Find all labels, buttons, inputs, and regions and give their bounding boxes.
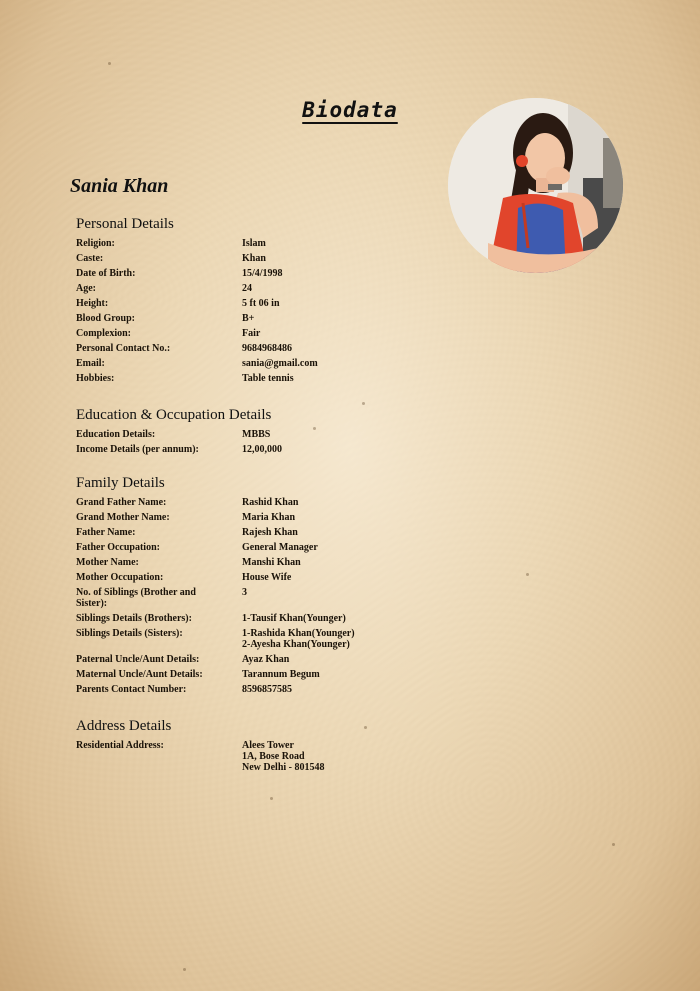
detail-label: Siblings Details (Brothers): [76, 613, 192, 624]
detail-value-line: 1A, Bose Road [242, 751, 305, 762]
detail-label: Height: [76, 298, 109, 309]
detail-row-mother-occupation [76, 570, 496, 585]
detail-row-maternal-uncle-aunt [76, 667, 496, 682]
section-heading: Personal Details [76, 216, 174, 232]
detail-row-education [76, 427, 496, 442]
detail-label: No. of Siblings (Brother and Sister): [76, 587, 196, 609]
detail-value: sania@gmail.com [242, 358, 318, 369]
detail-row-sisters [76, 626, 496, 652]
section-education-occupation [76, 406, 496, 457]
detail-row-age [76, 281, 496, 296]
detail-label: Mother Name: [76, 557, 139, 568]
section-family-details [76, 474, 496, 697]
detail-value: MBBS [242, 429, 271, 440]
paper-speck [108, 62, 111, 65]
detail-label: Caste: [76, 253, 104, 264]
detail-value: 9684968486 [242, 343, 292, 354]
detail-row-caste [76, 251, 496, 266]
detail-label: Parents Contact Number: [76, 684, 187, 695]
detail-label: Mother Occupation: [76, 572, 164, 583]
detail-value: Table tennis [242, 373, 294, 384]
detail-value: 1-Tausif Khan(Younger) [242, 613, 346, 624]
detail-row-hobbies [76, 371, 496, 386]
detail-value: General Manager [242, 542, 318, 553]
detail-row-email [76, 356, 496, 371]
detail-row-grand-mother [76, 510, 496, 525]
detail-value-line: Alees Tower [242, 740, 294, 751]
detail-row-mother-name [76, 555, 496, 570]
detail-value: B+ [242, 313, 255, 324]
detail-value-line: New Delhi - 801548 [242, 762, 325, 773]
paper-speck [183, 968, 186, 971]
detail-value: 12,00,000 [242, 444, 282, 455]
detail-label: Father Name: [76, 527, 136, 538]
detail-row-personal-contact [76, 341, 496, 356]
detail-value-line: 2-Ayesha Khan(Younger) [242, 639, 350, 650]
detail-label: Complexion: [76, 328, 131, 339]
detail-value: 15/4/1998 [242, 268, 283, 279]
detail-label: Hobbies: [76, 373, 115, 384]
detail-row-income [76, 442, 496, 457]
detail-value [242, 626, 496, 652]
detail-label: Age: [76, 283, 96, 294]
detail-row-blood-group [76, 311, 496, 326]
section-heading: Family Details [76, 475, 165, 491]
detail-row-parents-contact [76, 682, 496, 697]
detail-label: Date of Birth: [76, 268, 136, 279]
detail-value: Maria Khan [242, 512, 296, 523]
detail-label: Paternal Uncle/Aunt Details: [76, 654, 200, 665]
detail-label: Father Occupation: [76, 542, 160, 553]
detail-row-father-occupation [76, 540, 496, 555]
paper-speck [362, 402, 365, 405]
detail-row-father-name [76, 525, 496, 540]
detail-row-religion [76, 236, 496, 251]
detail-row-residential-address [76, 738, 496, 775]
detail-label: Email: [76, 358, 105, 369]
detail-label: Residential Address: [76, 740, 164, 751]
detail-row-siblings-count [76, 585, 496, 611]
detail-value: Manshi Khan [242, 557, 301, 568]
detail-label: Siblings Details (Sisters): [76, 628, 183, 639]
detail-value: Tarannum Begum [242, 669, 320, 680]
detail-value: House Wife [242, 572, 292, 583]
detail-value: Khan [242, 253, 266, 264]
detail-label: Income Details (per annum): [76, 444, 199, 455]
paper-speck [526, 573, 529, 576]
detail-value: Ayaz Khan [242, 654, 290, 665]
paper-speck [270, 797, 273, 800]
detail-value: 24 [242, 283, 252, 294]
section-heading: Education & Occupation Details [76, 407, 272, 423]
detail-row-grand-father [76, 495, 496, 510]
detail-row-complexion [76, 326, 496, 341]
detail-label: Education Details: [76, 429, 156, 440]
detail-value: Fair [242, 328, 261, 339]
detail-label: Blood Group: [76, 313, 135, 324]
detail-value: 5 ft 06 in [242, 298, 280, 309]
detail-label: Personal Contact No.: [76, 343, 171, 354]
detail-row-brothers [76, 611, 496, 626]
person-name: Sania Khan [70, 175, 169, 197]
section-heading: Address Details [76, 718, 172, 734]
section-personal-details [76, 215, 496, 386]
detail-value-line: 1-Rashida Khan(Younger) [242, 628, 355, 639]
detail-label: Grand Father Name: [76, 497, 167, 508]
detail-label: Religion: [76, 238, 115, 249]
detail-value: 3 [242, 587, 247, 598]
detail-row-paternal-uncle-aunt [76, 652, 496, 667]
detail-value: Rashid Khan [242, 497, 299, 508]
detail-value [242, 738, 496, 775]
detail-value: Rajesh Khan [242, 527, 298, 538]
paper-speck [612, 843, 615, 846]
detail-value: 8596857585 [242, 684, 292, 695]
detail-label: Maternal Uncle/Aunt Details: [76, 669, 203, 680]
detail-row-height [76, 296, 496, 311]
detail-row-date-of-birth [76, 266, 496, 281]
detail-value: Islam [242, 238, 266, 249]
detail-label: Grand Mother Name: [76, 512, 170, 523]
section-address-details [76, 717, 496, 775]
document-title: Biodata [302, 98, 398, 122]
